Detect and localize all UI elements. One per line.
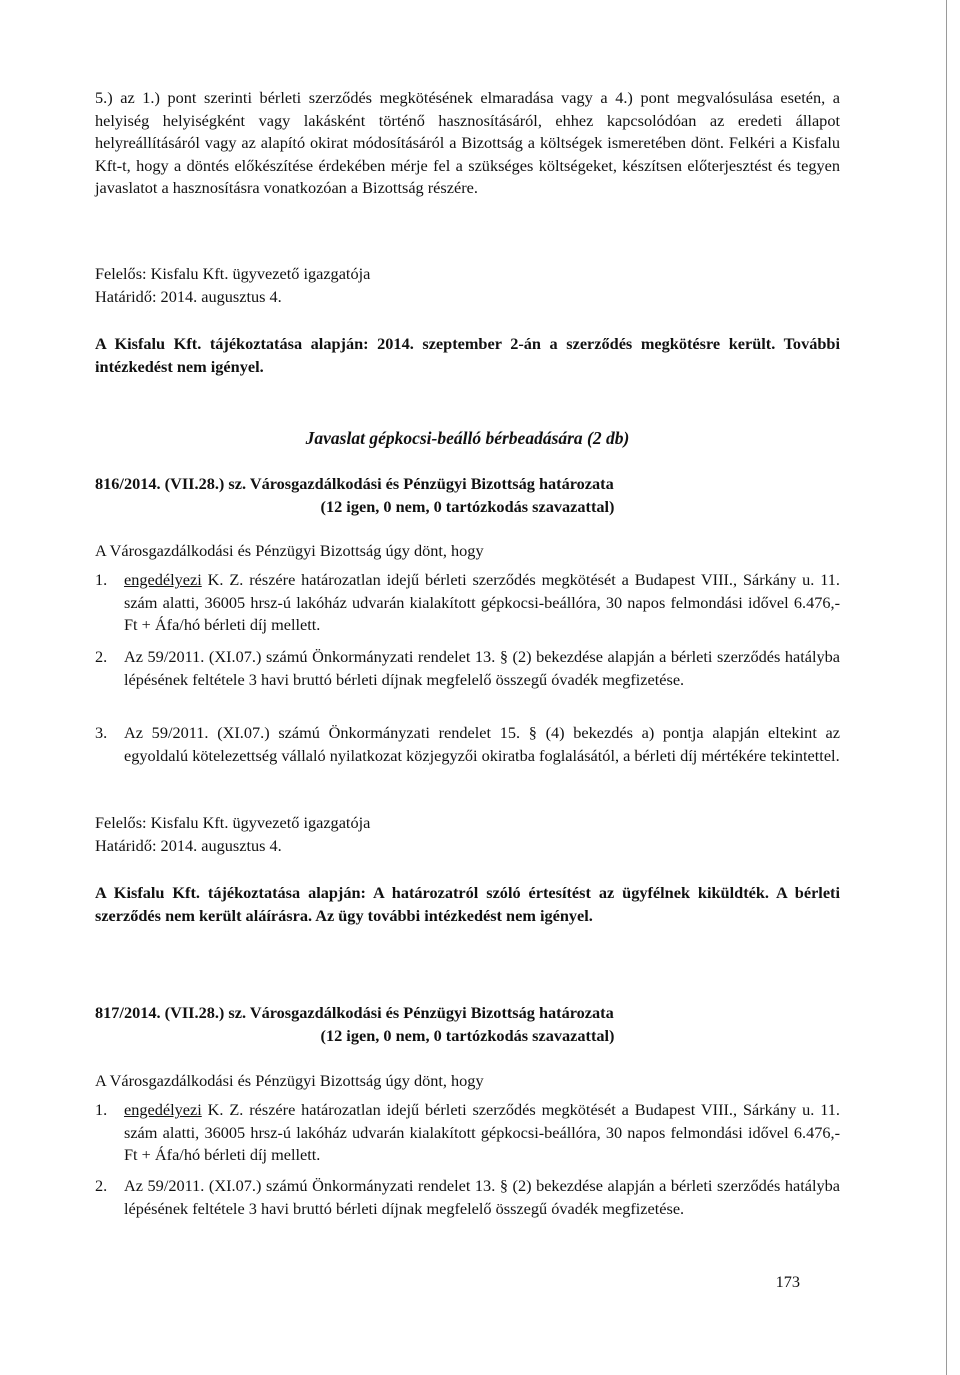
- item-number: 2.: [95, 647, 108, 666]
- item-body: K. Z. részére határozatlan idejű bérleti szerződés megkötését a Budapest VIII., Sárkány u. 11. szám alatti, 36005 hrsz-ú lakóház udvarán kialakított gépkocsi-beállóra, 30 napos felmondási idővel 6.476,- Ft + Áfa/hó bérleti díj mellett.: [124, 570, 840, 634]
- resolution-2-heading: 817/2014. (VII.28.) sz. Városgazdálkodási és Pénzügyi Bizottság határozata: [95, 1003, 614, 1022]
- resolution-1-item-3: [95, 722, 840, 767]
- section-title: Javaslat gépkocsi-beálló bérbeadására (2 db): [305, 428, 630, 448]
- item-text: [124, 569, 840, 637]
- resolution-2-item-1: [95, 1099, 840, 1167]
- item-text: Az 59/2011. (XI.07.) számú Önkormányzati rendelet 13. § (2) bekezdése alapján a bérleti szerződés hatályba lépésének feltétele 3 havi bruttó bérleti díjnak megfelelő összegű óvadék megfizetése.: [124, 1176, 840, 1218]
- resolution-2-intro: A Városgazdálkodási és Pénzügyi Bizottság úgy dönt, hogy: [95, 1071, 484, 1090]
- intro-status-info: A Kisfalu Kft. tájékoztatása alapján: 2014. szeptember 2-án a szerződés megkötésre került. További intézkedést nem igényel.: [95, 334, 840, 376]
- item-verb: engedélyezi: [124, 1100, 202, 1119]
- resolution-1-heading: 816/2014. (VII.28.) sz. Városgazdálkodási és Pénzügyi Bizottság határozata: [95, 474, 614, 493]
- resolution-1-item-2: [95, 646, 840, 691]
- item-text: Az 59/2011. (XI.07.) számú Önkormányzati rendelet 15. § (4) bekezdés a) pontja alapján eltekint az egyoldalú kötelezettség vállaló nyilatkozat közjegyzői okiratba foglalásától, a bérleti díj mértékére tekintettel.: [124, 723, 840, 765]
- resolution-2-vote: (12 igen, 0 nem, 0 tartózkodás szavazattal): [320, 1026, 615, 1045]
- intro-responsible: Felelős: Kisfalu Kft. ügyvezető igazgatója: [95, 264, 371, 283]
- item-number: 1.: [95, 1100, 108, 1119]
- intro-paragraph: 5.) az 1.) pont szerinti bérleti szerződés megkötésének elmaradása vagy a 4.) pont megvalósulása esetén, a helyiség helyiségként vagy lakásként történő hasznosításáról, ehhez kapcsolódóan az eredeti állapot helyreállításáról vagy az alapító okirat módosításáról a Bizottság a költségek ismeretében dönt. Felkéri a Kisfalu Kft-t, hogy a döntés előkészítése érdekében mérje fel a szükséges költségeket, készítsen előterjesztést és tegyen javaslatot a hasznosításra vonatkozóan a Bizottság részére.: [95, 88, 840, 197]
- item-body: K. Z. részére határozatlan idejű bérleti szerződés megkötését a Budapest VIII., Sárkány u. 11. szám alatti, 36005 hrsz-ú lakóház udvarán kialakított gépkocsi-beállóra, 30 napos felmondási idővel 6.476,- Ft + Áfa/hó bérleti díj mellett.: [124, 1100, 840, 1164]
- item-text: [124, 1099, 840, 1167]
- resolution-1-intro: A Városgazdálkodási és Pénzügyi Bizottság úgy dönt, hogy: [95, 541, 484, 560]
- item-verb: engedélyezi: [124, 570, 202, 589]
- resolution-1-status-info: A Kisfalu Kft. tájékoztatása alapján: A határozatról szóló értesítést az ügyfélnek kiküldték. A bérleti szerződés nem került aláírásra. Az ügy további intézkedést nem igényel.: [95, 883, 840, 925]
- resolution-2-item-2: [95, 1175, 840, 1220]
- item-number: 3.: [95, 723, 108, 742]
- intro-deadline: Határidő: 2014. augusztus 4.: [95, 287, 282, 306]
- resolution-1-vote: (12 igen, 0 nem, 0 tartózkodás szavazattal): [320, 497, 615, 516]
- resolution-1-item-1: [95, 569, 840, 637]
- resolution-1-responsible: Felelős: Kisfalu Kft. ügyvezető igazgatója: [95, 813, 371, 832]
- item-text: Az 59/2011. (XI.07.) számú Önkormányzati rendelet 13. § (2) bekezdése alapján a bérleti szerződés hatályba lépésének feltétele 3 havi bruttó bérleti díjnak megfelelő összegű óvadék megfizetése.: [124, 647, 840, 689]
- page-edge-line: [946, 0, 947, 1375]
- resolution-1-deadline: Határidő: 2014. augusztus 4.: [95, 836, 282, 855]
- page-number: 173: [775, 1272, 800, 1291]
- item-number: 2.: [95, 1176, 108, 1195]
- item-number: 1.: [95, 570, 108, 589]
